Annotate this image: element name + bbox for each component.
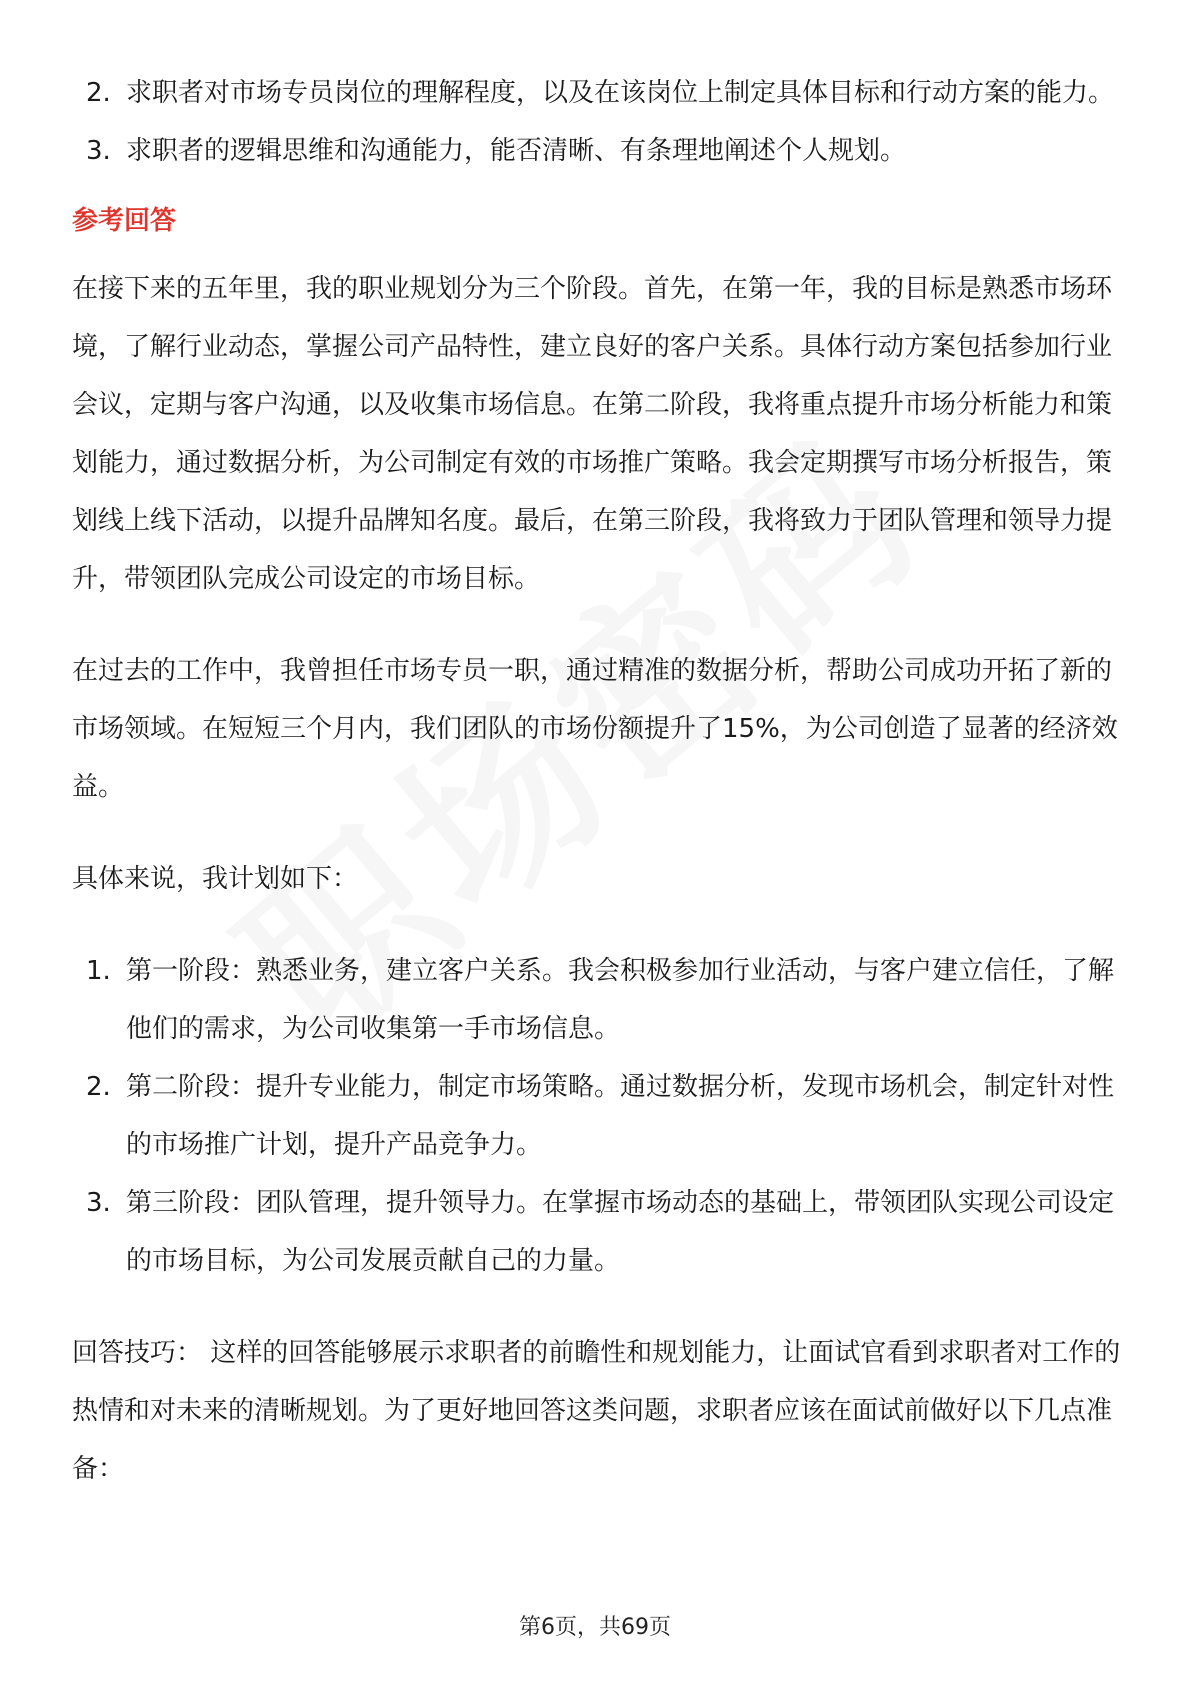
list-text: 第二阶段：提升专业能力，制定市场策略。通过数据分析，发现市场机会，制定针对性的市场推广计划，提升产品竞争力。 <box>126 1072 1115 1160</box>
list-text: 求职者对市场专员岗位的理解程度，以及在该岗位上制定具体目标和行动方案的能力。 <box>126 78 1115 108</box>
page-number: 第6页，共69页 <box>519 1615 671 1640</box>
list-text: 第三阶段：团队管理，提升领导力。在掌握市场动态的基础上，带领团队实现公司设定的市场目标，为公司发展贡献自己的力量。 <box>126 1188 1115 1276</box>
paragraph: 回答技巧： 这样的回答能够展示求职者的前瞻性和规划能力，让面试官看到求职者对工作的热情和对未来的清晰规划。为了更好地回答这类问题，求职者应该在面试前做好以下几点准备： <box>72 1338 1121 1484</box>
paragraph: 在过去的工作中，我曾担任市场专员一职，通过精准的数据分析，帮助公司成功开拓了新的市场领域。在短短三个月内，我们团队的市场份额提升了15%，为公司创造了显著的经济效益。 <box>72 656 1118 802</box>
criteria-list <box>72 64 1122 180</box>
list-item <box>72 122 1122 180</box>
list-number: 2. <box>86 1072 111 1102</box>
list-item <box>72 1174 1122 1290</box>
list-number: 3. <box>86 1188 111 1218</box>
section-heading: 参考回答 <box>72 206 177 236</box>
page-content <box>72 64 1122 1498</box>
list-number: 3. <box>86 136 111 166</box>
list-item <box>72 942 1122 1058</box>
list-number: 1. <box>86 956 111 986</box>
list-item <box>72 1058 1122 1174</box>
list-text: 第一阶段：熟悉业务，建立客户关系。我会积极参加行业活动，与客户建立信任，了解他们的需求，为公司收集第一手市场信息。 <box>126 956 1115 1044</box>
plan-list <box>72 942 1122 1290</box>
list-number: 2. <box>86 78 111 108</box>
list-item <box>72 64 1122 122</box>
list-text: 求职者的逻辑思维和沟通能力，能否清晰、有条理地阐述个人规划。 <box>126 136 907 166</box>
paragraph: 具体来说，我计划如下： <box>72 864 359 894</box>
paragraph: 在接下来的五年里，我的职业规划分为三个阶段。首先，在第一年，我的目标是熟悉市场环境，了解行业动态，掌握公司产品特性，建立良好的客户关系。具体行动方案包括参加行业会议，定期与客户沟通，以及收集市场信息。在第二阶段，我将重点提升市场分析能力和策划能力，通过数据分析，为公司制定有效的市场推广策略。我会定期撰写市场分析报告，策划线上线下活动，以提升品牌知名度。最后，在第三阶段，我将致力于团队管理和领导力提升，带领团队完成公司设定的市场目标。 <box>72 274 1113 594</box>
